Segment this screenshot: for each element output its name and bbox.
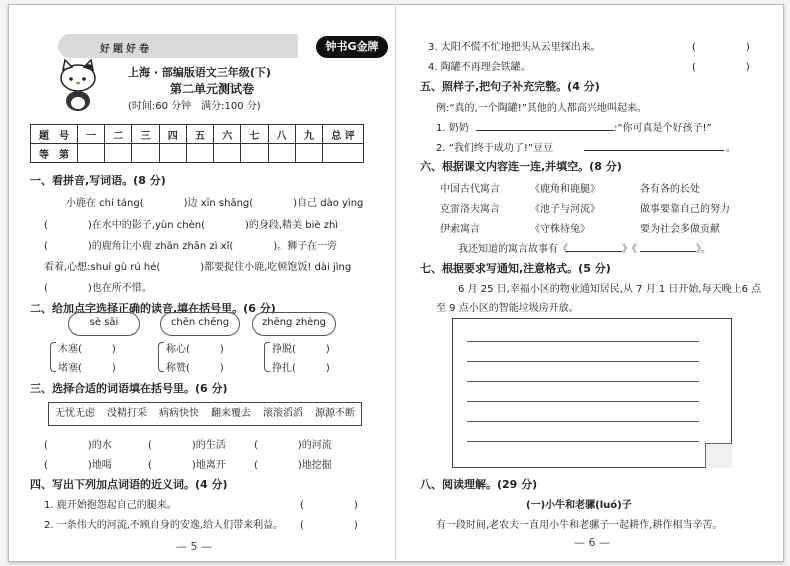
score-cell: 五	[186, 125, 213, 144]
writing-line[interactable]	[467, 441, 699, 442]
answer-blank[interactable]: ( )	[692, 62, 750, 73]
series-label: 好题好卷	[100, 44, 152, 55]
example-sentence: 例:“真的,一个陶罐!”其他的人都高兴地叫起来。	[436, 103, 647, 114]
q1-line: ( )也在所不惜。	[44, 283, 152, 294]
page-curl-icon	[705, 443, 732, 468]
synonym-item: 4. 陶罐不再理会铁罐。	[428, 62, 531, 73]
test-duration: (时间:60 分钟 满分:100 分)	[128, 101, 261, 112]
grade-cell[interactable]	[241, 144, 268, 163]
fill-item: ( )的河流	[254, 440, 332, 451]
fable-title[interactable]: 《鹿角和鹿腿》	[530, 184, 600, 195]
notice-prompt: 至 9 点小区的智能垃圾房开放。	[436, 303, 579, 314]
page-number-right: — 6 —	[574, 536, 610, 549]
fable-moral[interactable]: 要为社会多做贡献	[640, 224, 720, 235]
series-banner	[58, 34, 298, 58]
grade-cell[interactable]	[132, 144, 159, 163]
sentence-item: 。	[726, 143, 736, 154]
fable-fill-mid: 》《	[622, 244, 637, 255]
grade-cell[interactable]	[159, 144, 186, 163]
q1-title: 一、看拼音,写词语。(8 分)	[30, 174, 166, 187]
writing-line[interactable]	[467, 381, 699, 382]
fable-title[interactable]: 《池子与河流》	[530, 204, 600, 215]
q6-title: 六、根据课文内容连一连,并填空。(8 分)	[420, 160, 622, 173]
word-bank-item: 病病快快	[159, 408, 199, 419]
q5-title: 五、照样子,把句子补充完整。(4 分)	[420, 80, 600, 93]
brand-logo: 钟书G金牌	[316, 36, 388, 58]
word-bank-item: 滚滚滔滔	[263, 408, 303, 419]
score-cell: 四	[159, 125, 186, 144]
page-fold	[395, 4, 396, 560]
q4-title: 四、写出下列加点词语的近义词。(4 分)	[30, 478, 228, 491]
fill-item: ( )的水	[44, 440, 112, 451]
grade-cell[interactable]	[78, 144, 105, 163]
score-cell: 二	[105, 125, 132, 144]
word-bank	[48, 402, 362, 426]
q7-title: 七、根据要求写通知,注意格式。(5 分)	[420, 262, 611, 275]
notice-prompt: 6 月 25 日,幸福小区的物业通知居民,从 7 月 1 日开始,每天晚上6 点	[458, 284, 762, 295]
grade-cell[interactable]	[295, 144, 322, 163]
synonym-item: 2. 一条伟大的河流,不顾自身的安逸,给人们带来利益。	[44, 520, 284, 531]
q3-title: 三、选择合适的词语填在括号里。(6 分)	[30, 382, 228, 395]
reading-item: 挣脱( )	[272, 344, 330, 355]
fable-source[interactable]: 伊索寓言	[440, 224, 480, 235]
score-cell: 等 第	[31, 144, 78, 163]
fable-title[interactable]: 《守株待兔》	[530, 224, 590, 235]
brace	[158, 342, 164, 372]
page-number-left: — 5 —	[176, 540, 212, 553]
notice-writing-area[interactable]	[452, 318, 732, 468]
reading-item: 堵塞( )	[58, 363, 116, 374]
answer-line[interactable]	[640, 251, 696, 252]
synonym-item: 3. 太阳不慌不忙地把头从云里探出来。	[428, 42, 601, 53]
reading-item: 称赞( )	[166, 363, 224, 374]
writing-line[interactable]	[467, 421, 699, 422]
score-table	[30, 124, 364, 163]
q1-line: ( )的鹿角让小鹿 zhān zhān zì xǐ( )。狮子在一旁	[44, 241, 338, 252]
score-cell: 九	[295, 125, 322, 144]
word-bank-item: 翻来覆去	[211, 408, 251, 419]
answer-blank[interactable]: ( )	[300, 500, 358, 511]
answer-line[interactable]	[584, 150, 724, 151]
score-cell: 总 评	[323, 125, 364, 144]
test-title: 第二单元测试卷	[170, 82, 255, 96]
word-bank-item: 源源不断	[315, 408, 355, 419]
score-header-row	[31, 125, 364, 144]
word-bank-item: 没精打采	[107, 408, 147, 419]
fable-fill-suffix: 》。	[696, 244, 711, 255]
score-cell: 八	[268, 125, 295, 144]
pinyin-cloud: zhēng zhèng	[252, 312, 336, 336]
sentence-item: :“你可真是个好孩子!”	[614, 123, 712, 134]
grade-cell[interactable]	[268, 144, 295, 163]
fable-source[interactable]: 克雷洛夫寓言	[440, 204, 500, 215]
fill-item: ( )地挖掘	[254, 460, 332, 471]
story-text: 有一段时间,老农夫一直用小牛和老骡子一起耕作,耕作相当辛苦。	[436, 520, 723, 531]
answer-line[interactable]	[476, 130, 614, 131]
q1-line: ( )在水中的影子,yùn chèn( )的身段,精美 biè zhì	[44, 220, 339, 231]
q2-title: 二、给加点字选择正确的读音,填在括号里。(6 分)	[30, 302, 276, 315]
score-cell: 一	[78, 125, 105, 144]
fable-moral[interactable]: 各有各的长处	[640, 184, 700, 195]
fill-item: ( )地离开	[148, 460, 226, 471]
answer-blank[interactable]: ( )	[692, 42, 750, 53]
reading-item: 挣扎( )	[272, 363, 330, 374]
score-cell: 六	[214, 125, 241, 144]
writing-line[interactable]	[467, 361, 699, 362]
fill-item: ( )地喝	[44, 460, 112, 471]
fill-item: ( )的生活	[148, 440, 226, 451]
score-grade-row	[31, 144, 364, 163]
word-bank-item: 无忧无虑	[55, 408, 95, 419]
fable-fill-prefix: 我还知道的寓言故事有《	[458, 244, 568, 255]
grade-cell[interactable]	[105, 144, 132, 163]
writing-line[interactable]	[467, 341, 699, 342]
grade-subtitle: 上海 · 部编版语文三年级(下)	[128, 66, 271, 79]
q1-line: 小鹿在 chí táng( )边 xīn shǎng( )自己 dào yìng	[66, 198, 364, 209]
score-cell: 七	[241, 125, 268, 144]
grade-cell[interactable]	[323, 144, 364, 163]
pinyin-cloud: chēn chēng	[160, 312, 240, 336]
sentence-item: 1. 奶奶	[436, 123, 469, 134]
answer-line[interactable]	[566, 251, 622, 252]
fable-moral[interactable]: 做事要靠自己的努力	[640, 204, 730, 215]
grade-cell[interactable]	[186, 144, 213, 163]
synonym-item: 1. 鹿开始抱怨起自己的腿来。	[44, 500, 177, 511]
reading-item: 木塞( )	[58, 344, 116, 355]
score-cell: 题 号	[31, 125, 78, 144]
pinyin-cloud: sè sāi	[68, 312, 140, 336]
writing-line[interactable]	[467, 401, 699, 402]
q1-line: 看着,心想:shuí gù rú hé( )都要捉住小鹿,吃顿饱饭! dài jìng	[44, 262, 352, 273]
brace	[264, 342, 270, 372]
kitty-mascot-icon	[56, 58, 100, 112]
grade-cell[interactable]	[214, 144, 241, 163]
reading-item: 称心( )	[166, 344, 224, 355]
q8-title: 八、阅读理解。(29 分)	[420, 478, 538, 491]
brace	[50, 342, 56, 372]
story-title: (一)小牛和老骡(luó)子	[526, 500, 632, 511]
answer-blank[interactable]: ( )	[300, 520, 358, 531]
sentence-item: 2. “我们终于成功了!”豆豆	[436, 143, 554, 154]
score-cell: 三	[132, 125, 159, 144]
fable-source[interactable]: 中国古代寓言	[440, 184, 500, 195]
